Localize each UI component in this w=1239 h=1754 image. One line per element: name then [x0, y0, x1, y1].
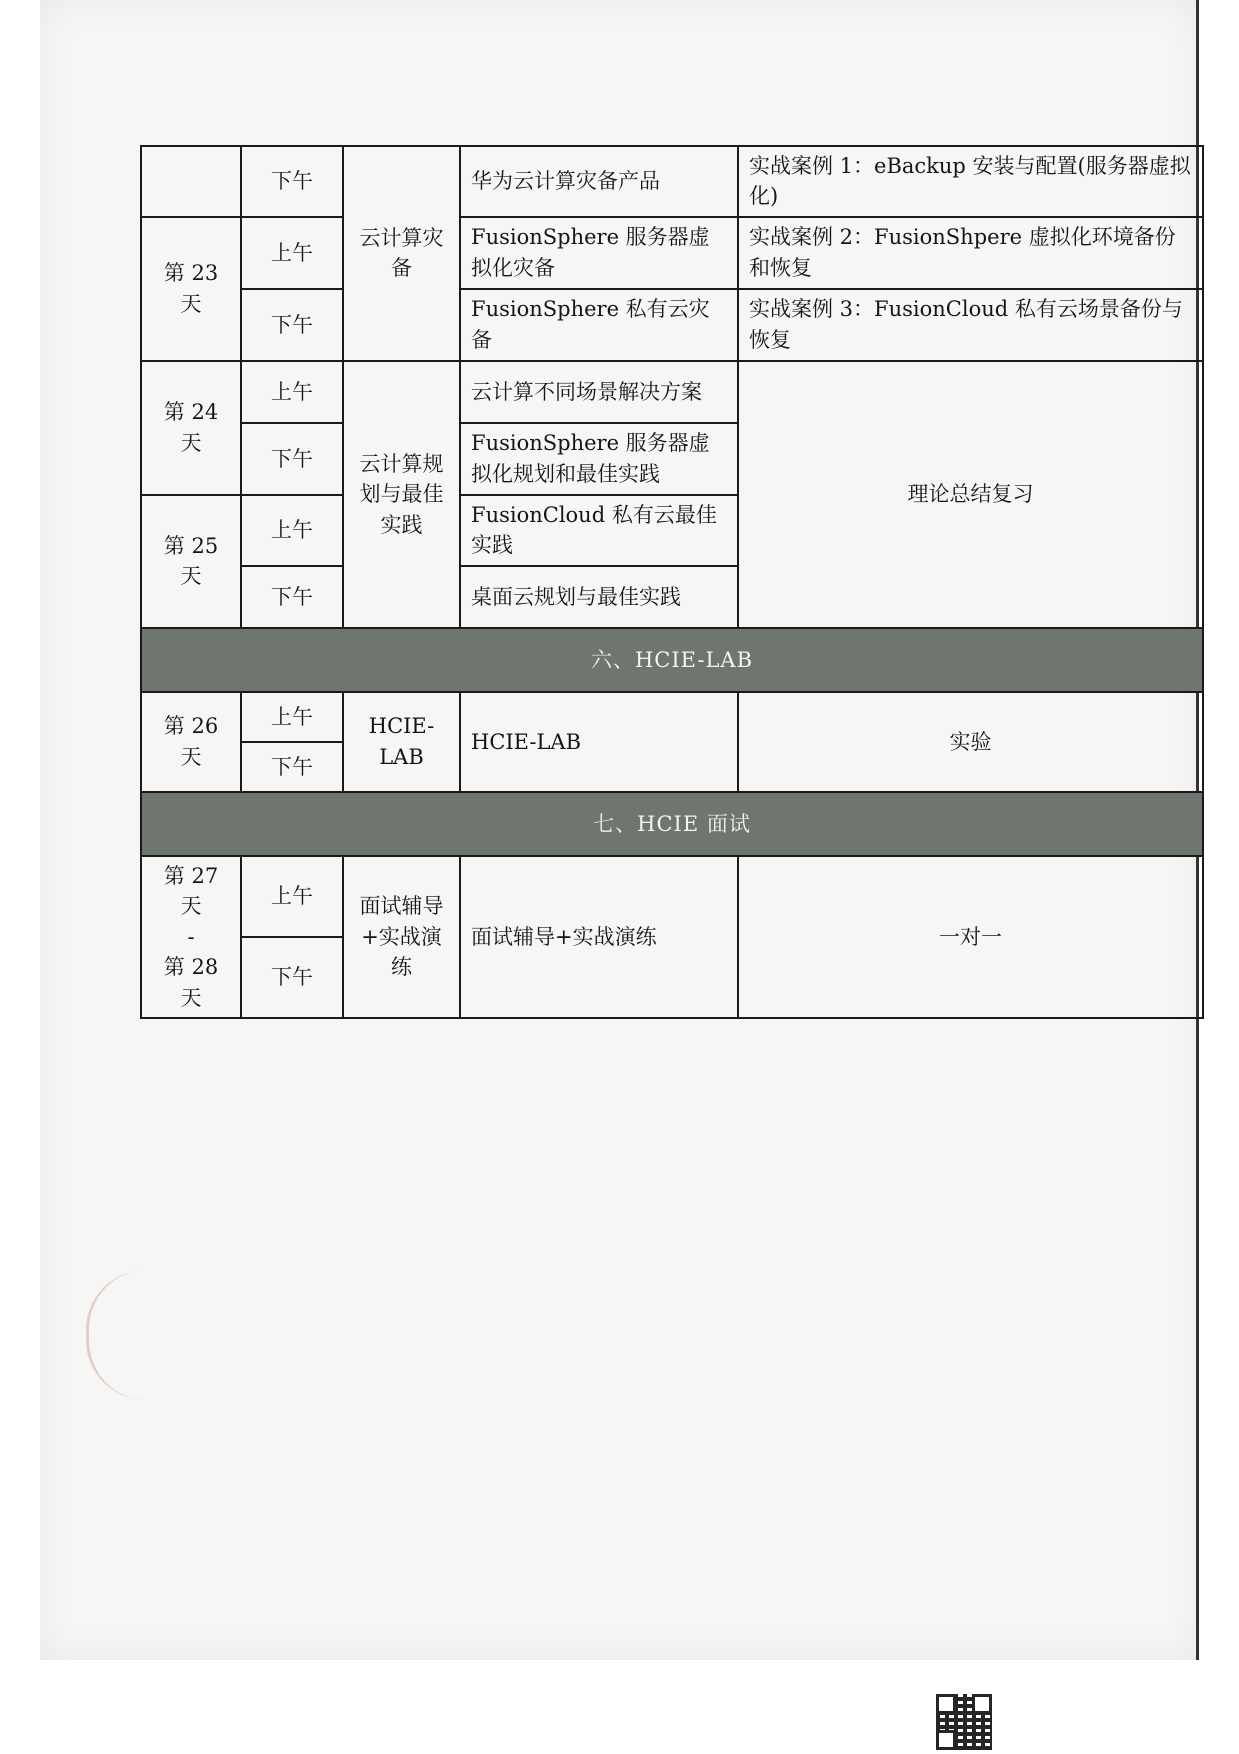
table-row — [141, 217, 1203, 289]
topic-cell: 云计算规划与最佳实践 — [343, 361, 460, 628]
topic-cell: 云计算灾备 — [343, 146, 460, 361]
case-cell: 实战案例 2：FusionShpere 虚拟化环境备份和恢复 — [738, 217, 1203, 289]
detail-cell: 华为云计算灾备产品 — [460, 146, 738, 217]
detail-cell: FusionCloud 私有云最佳实践 — [460, 495, 738, 566]
ampm-cell: 上午 — [241, 361, 343, 423]
ampm-cell: 下午 — [241, 566, 343, 628]
ampm-cell: 上午 — [241, 692, 343, 742]
table-row — [141, 361, 1203, 423]
day-dash: - — [187, 924, 195, 949]
section-row — [141, 792, 1203, 856]
qr-finder-icon — [936, 1730, 956, 1750]
day-cell-empty — [141, 146, 241, 217]
day-cell: 第 25 天 — [141, 495, 241, 628]
note-cell: 理论总结复习 — [738, 361, 1203, 628]
day-range-cell — [141, 856, 241, 1018]
detail-cell: 面试辅导+实战演练 — [460, 856, 738, 1018]
detail-cell: 桌面云规划与最佳实践 — [460, 566, 738, 628]
section-heading-interview: 七、HCIE 面试 — [141, 792, 1203, 856]
table-row — [141, 289, 1203, 361]
day-cell: 第 26 天 — [141, 692, 241, 792]
detail-cell: HCIE-LAB — [460, 692, 738, 792]
ampm-cell: 下午 — [241, 289, 343, 361]
day-start: 第 27 天 — [163, 863, 219, 919]
section-heading-lab: 六、HCIE-LAB — [141, 628, 1203, 692]
case-cell: 实战案例 1：eBackup 安装与配置(服务器虚拟化) — [738, 146, 1203, 217]
note-cell: 一对一 — [738, 856, 1203, 1018]
case-cell: 实战案例 3：FusionCloud 私有云场景备份与恢复 — [738, 289, 1203, 361]
note-cell: 实验 — [738, 692, 1203, 792]
day-cell: 第 24 天 — [141, 361, 241, 495]
table-row — [141, 856, 1203, 937]
ampm-cell: 上午 — [241, 495, 343, 566]
detail-cell: FusionSphere 私有云灾备 — [460, 289, 738, 361]
detail-cell: FusionSphere 服务器虚拟化规划和最佳实践 — [460, 423, 738, 495]
schedule-table — [140, 145, 1204, 1019]
ampm-cell: 下午 — [241, 742, 343, 792]
detail-cell: FusionSphere 服务器虚拟化灾备 — [460, 217, 738, 289]
table-row — [141, 146, 1203, 217]
topic-cell: 面试辅导+实战演练 — [343, 856, 460, 1018]
topic-cell: HCIE-LAB — [343, 692, 460, 792]
ampm-cell: 下午 — [241, 146, 343, 217]
ampm-cell: 下午 — [241, 423, 343, 495]
section-row — [141, 628, 1203, 692]
qr-code-icon — [936, 1694, 992, 1750]
ampm-cell: 下午 — [241, 937, 343, 1018]
ampm-cell: 上午 — [241, 856, 343, 937]
ampm-cell: 上午 — [241, 217, 343, 289]
day-end: 第 28 天 — [163, 955, 219, 1010]
table-row — [141, 692, 1203, 742]
detail-cell: 云计算不同场景解决方案 — [460, 361, 738, 423]
day-cell: 第 23 天 — [141, 217, 241, 361]
